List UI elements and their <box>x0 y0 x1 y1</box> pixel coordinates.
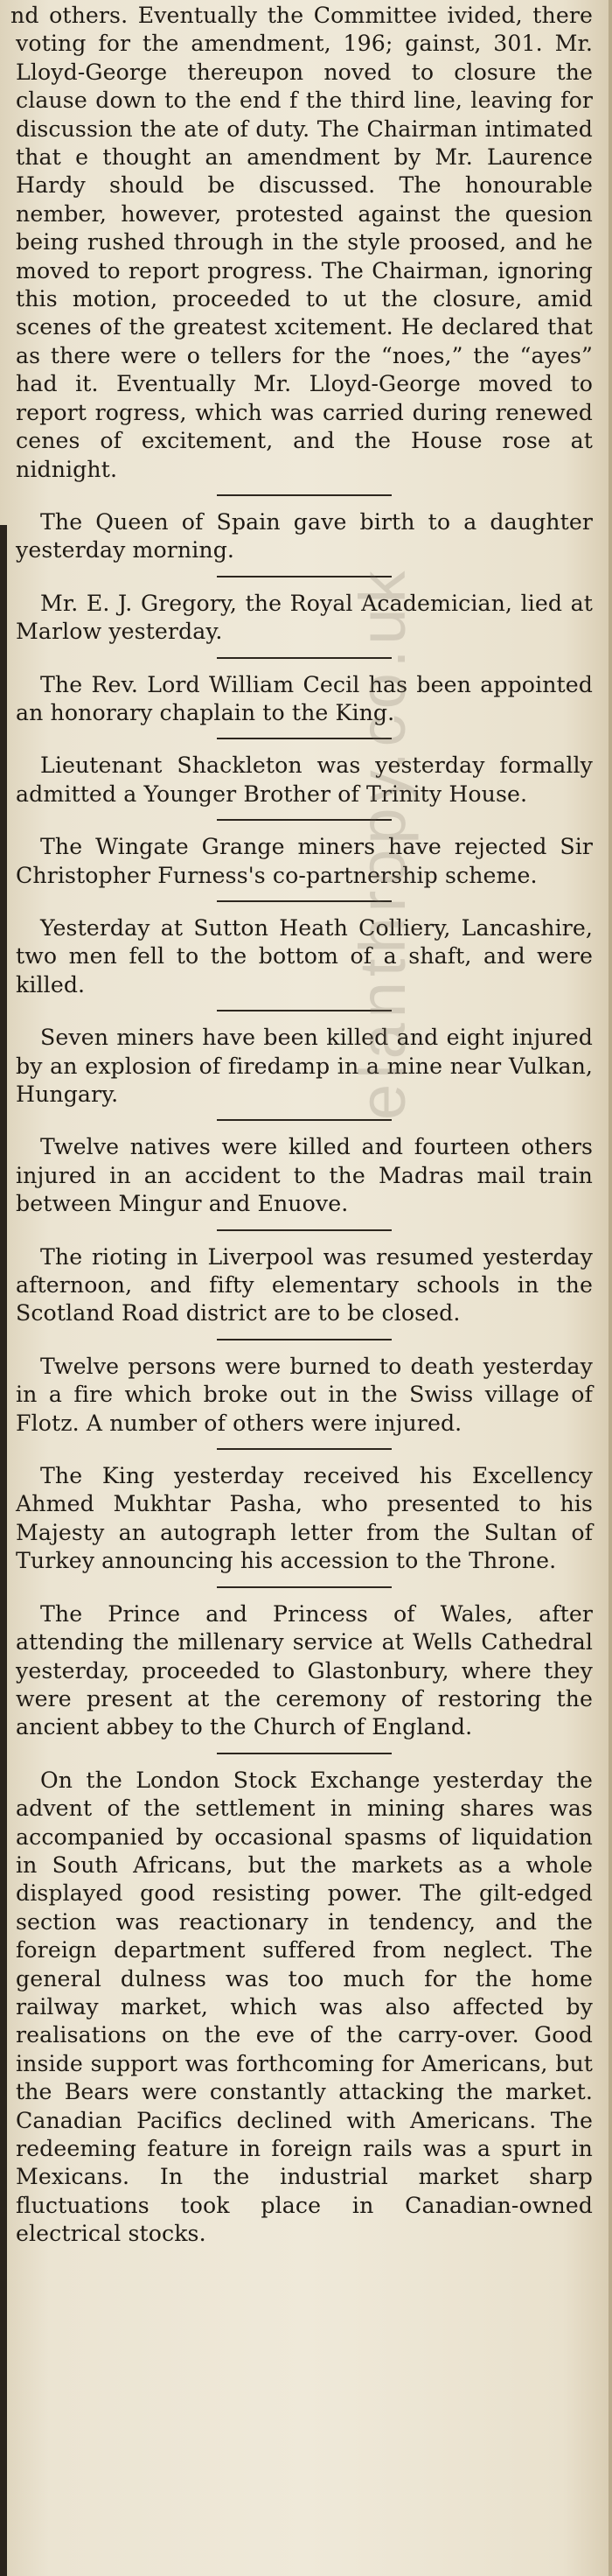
news-item-text: On the London Stock Exchange yesterday the advent of the settlement in mining shares was accompanied by occasional spasms of liquidation in South Africans, but the markets as a whole displayed good resisting power. The gilt-edged section was reactionary in tendency, and the foreign department suffered from neglect. The general dulness was too much for the home railway market, which was also affected by realisations on the eve of the carry-over. Good inside support was forthcoming for Americans, but the Bears were constantly attacking the market. Canadian Pacifics declined with Americans. The redeeming feature in foreign rails was a spurt in Mexicans. In the industrial market sharp fluctuations took place in Canadian-owned electrical stocks. <box>16 1767 593 2247</box>
separator-rule <box>217 1229 392 1231</box>
lead-paragraph: nd others. Eventually the Committee ivided, there voting for the amendment, 196; gainst, 301. Mr. Lloyd-George thereupon noved to closure the clause down to the end f the third line, leaving for discussion the ate of duty. The Chairman intimated that e thought an amendment by Mr. Laurence Hardy should be discussed. The honourable nember, however, protested against the quesion being rushed through in the style proosed, and he moved to report progress. The Chairman, ignoring this motion, proceeded to ut the closure, amid scenes of the greatest xcitement. He declared that as there were o tellers for the “noes,” the “ayes” had it. Eventually Mr. Lloyd-George moved to report rogress, which was carried during renewed cenes of excitement, and the House rose at nidnight. <box>10 3 593 482</box>
news-item-text: Mr. E. J. Gregory, the Royal Academician, lied at Marlow yesterday. <box>16 590 593 645</box>
watermark: elanthropy.co.uk <box>346 565 419 1120</box>
news-item <box>16 1243 593 1328</box>
news-item-text: Yesterday at Sutton Heath Colliery, Lancashire, two men fell to the bottom of a shaft, and were killed. <box>16 914 593 998</box>
news-item-text: The Wingate Grange miners have rejected Sir Christopher Furness's co-partnership scheme. <box>16 834 593 888</box>
news-item <box>16 671 593 728</box>
news-item <box>16 1133 593 1218</box>
news-item-stock-exchange <box>16 1767 593 2249</box>
news-item-text: Twelve persons were burned to death yesterday in a fire which broke out in the Swiss village of Flotz. A number of others were injured. <box>16 1353 593 1436</box>
separator-rule <box>217 819 392 821</box>
news-item-text: The Queen of Spain gave birth to a daughter yesterday morning. <box>16 508 593 564</box>
news-item <box>16 833 593 890</box>
news-item <box>16 1462 593 1576</box>
news-item <box>16 590 593 647</box>
news-item <box>16 1600 593 1742</box>
news-item <box>16 914 593 999</box>
news-item <box>16 1024 593 1109</box>
separator-rule <box>217 738 392 739</box>
separator-rule <box>217 576 392 578</box>
news-item <box>16 1353 593 1438</box>
news-item-text: The Prince and Princess of Wales, after attending the millenary service at Wells Cathedral yesterday, proceeded to Glastonbury, where they were present at the ceremony of restoring the ancient abbey to the Church of England. <box>16 1600 593 1740</box>
news-column <box>9 0 600 2249</box>
separator-rule <box>217 1339 392 1340</box>
separator-rule <box>217 900 392 902</box>
separator-rule <box>217 657 392 659</box>
separator-rule <box>217 1753 392 1754</box>
column-left-rule <box>0 525 7 2576</box>
separator-rule <box>217 1119 392 1121</box>
news-item-text: The King yesterday received his Excellency Ahmed Mukhtar Pasha, who presented to his Majesty an autograph letter from the Sultan of Turkey announcing his accession to the Throne. <box>16 1463 593 1574</box>
separator-rule <box>217 1586 392 1588</box>
separator-rule <box>217 1448 392 1450</box>
column-right-edge <box>609 0 612 2576</box>
separator-rule <box>217 494 392 496</box>
news-item-text: The Rev. Lord William Cecil has been appointed an honorary chaplain to the King. <box>16 671 593 725</box>
news-item-text: Seven miners have been killed and eight injured by an explosion of firedamp in a mine near Vulkan, Hungary. <box>16 1025 593 1107</box>
news-item-text: Lieutenant Shackleton was yesterday formally admitted a Younger Brother of Trinity House. <box>16 752 593 807</box>
news-item-text: The rioting in Liverpool was resumed yesterday afternoon, and fifty elementary schools in the Scotland Road district are to be closed. <box>16 1243 593 1326</box>
news-item <box>16 752 593 808</box>
separator-rule <box>217 1010 392 1012</box>
news-item <box>16 508 593 565</box>
news-item-text: Twelve natives were killed and fourteen others injured in an accident to the Madras mail train between Mingur and Enuove. <box>16 1134 593 1217</box>
